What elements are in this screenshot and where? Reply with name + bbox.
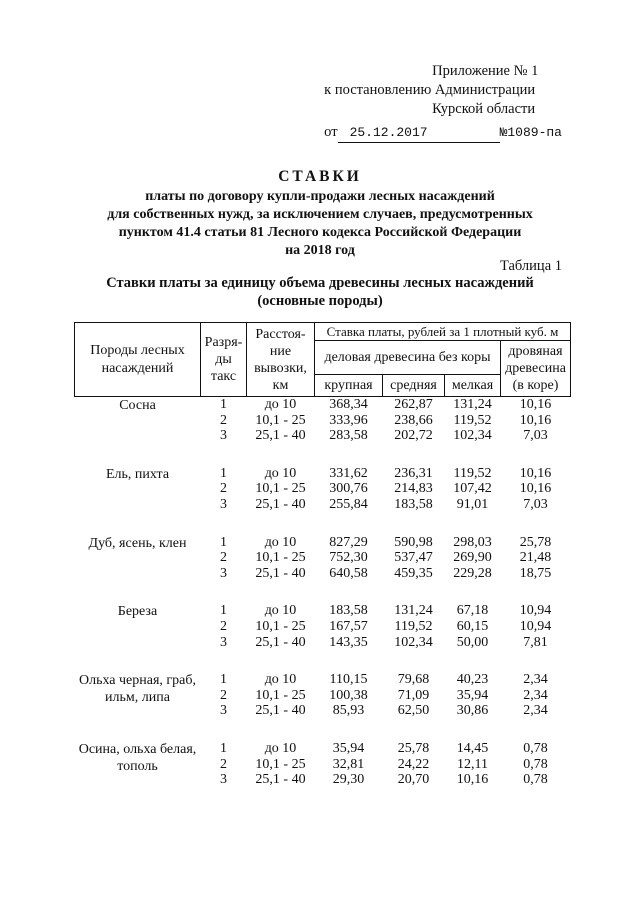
spacer-cell	[75, 581, 571, 603]
table-cell-distance: 10,1 - 25	[255, 550, 306, 566]
table-cell-medium: 214,83	[394, 481, 433, 497]
table-cell-distance: до 10	[264, 534, 297, 550]
table-cell-large: 35,94	[332, 740, 365, 756]
table-cell-distance: до 10	[264, 672, 297, 688]
table-cell-small: 30,86	[456, 703, 489, 719]
header-large: крупная	[315, 375, 383, 397]
table-cell-fuel: 18,75	[519, 565, 552, 581]
table-cell-large: 640,58	[329, 565, 368, 581]
spacer-cell	[75, 444, 571, 466]
table-cell-large: 183,58	[329, 603, 368, 619]
table-cell-rank: 3	[220, 634, 227, 650]
header-rank: Разря-ды такс	[201, 323, 247, 397]
species-name: Ель, пихта	[105, 466, 170, 482]
header-medium: средняя	[383, 375, 445, 397]
table-cell-large: 85,93	[332, 703, 365, 719]
table-cell-medium: 62,50	[397, 703, 430, 719]
table-cell-rank: 1	[220, 534, 227, 550]
table-cell-rank: 2	[220, 687, 227, 703]
table-cell-medium: 131,24	[394, 603, 433, 619]
table-cell-rank: 2	[220, 550, 227, 566]
page-subtitle	[60, 188, 580, 260]
table-cell-distance: 25,1 - 40	[255, 565, 306, 581]
table-cell-small: 60,15	[456, 618, 489, 634]
table-cell-distance: 10,1 - 25	[255, 756, 306, 772]
table-cell-distance: 10,1 - 25	[255, 618, 306, 634]
species-name: Береза	[117, 604, 158, 620]
table-cell-large: 283,58	[329, 428, 368, 444]
date-field	[338, 123, 500, 143]
table-row	[75, 672, 571, 688]
annex-title: Приложение № 1	[432, 63, 539, 79]
table-cell-rank: 1	[220, 465, 227, 481]
table-cell-small: 229,28	[453, 565, 492, 581]
table-title-line: Ставки платы за единицу объема древесины лесных насаждений	[106, 275, 534, 291]
table-cell-rank: 3	[220, 496, 227, 512]
table-cell-small: 131,24	[453, 397, 492, 412]
table-cell-small: 119,52	[453, 465, 492, 481]
table-cell-fuel: 0,78	[523, 772, 548, 788]
rates-table	[74, 322, 571, 788]
table-cell-medium: 25,78	[397, 740, 430, 756]
table-title	[60, 274, 580, 310]
page-title: СТАВКИ	[278, 168, 362, 185]
table-cell-distance: до 10	[264, 397, 297, 412]
table-cell-fuel: 2,34	[523, 703, 548, 719]
species-name: Дуб, ясень, клен	[88, 535, 187, 551]
table-cell-fuel: 7,03	[523, 428, 548, 444]
table-cell-large: 752,30	[329, 550, 368, 566]
table-cell-fuel: 0,78	[523, 756, 548, 772]
table-cell-rank: 2	[220, 412, 227, 428]
table-cell-small: 119,52	[453, 412, 492, 428]
table-cell-medium: 459,35	[394, 565, 433, 581]
table-cell-medium: 236,31	[394, 465, 433, 481]
annex-reference: к постановлению Администрации	[324, 82, 536, 98]
table-cell-medium: 79,68	[397, 672, 430, 688]
table-cell-distance: до 10	[264, 740, 297, 756]
table-cell-large: 167,57	[329, 618, 368, 634]
table-cell-large: 255,84	[329, 496, 368, 512]
table-body	[75, 397, 571, 788]
table-cell-rank: 1	[220, 672, 227, 688]
table-cell-fuel: 7,03	[523, 496, 548, 512]
table-cell-rank: 1	[220, 603, 227, 619]
table-cell-large: 143,35	[329, 634, 368, 650]
table-cell-distance: 10,1 - 25	[255, 481, 306, 497]
table-cell-distance: 10,1 - 25	[255, 687, 306, 703]
table-cell-distance: 25,1 - 40	[255, 772, 306, 788]
date-value: 25.12.2017	[349, 125, 428, 140]
table-cell-fuel: 10,16	[519, 412, 552, 428]
table-cell-distance: до 10	[264, 465, 297, 481]
table-cell-small: 107,42	[453, 481, 492, 497]
annex-block	[324, 62, 562, 143]
header-species: Породы лесных насаждений	[75, 323, 201, 397]
header-distance: Расстоя-ние вывозки, км	[247, 323, 315, 397]
table-cell-small: 12,11	[457, 756, 488, 772]
table-cell-medium: 183,58	[394, 496, 433, 512]
group-spacer	[75, 719, 571, 741]
table-number: Таблица 1	[499, 258, 562, 274]
table-cell-small: 35,94	[456, 687, 489, 703]
table-cell-distance: 25,1 - 40	[255, 428, 306, 444]
table-cell-fuel: 10,16	[519, 397, 552, 412]
document-number: №1089-па	[499, 125, 562, 140]
date-prefix: от	[324, 124, 338, 140]
table-row	[75, 741, 571, 757]
table-cell-medium: 24,22	[397, 756, 430, 772]
annex-date-line	[324, 123, 562, 143]
table-cell-medium: 102,34	[394, 634, 433, 650]
subtitle-line: пунктом 41.4 статьи 81 Лесного кодекса Российской Федерации	[118, 225, 522, 240]
table-row	[75, 397, 571, 413]
table-cell-rank: 2	[220, 756, 227, 772]
table-cell-medium: 262,87	[394, 397, 433, 412]
table-cell-large: 100,38	[329, 687, 368, 703]
group-spacer	[75, 513, 571, 535]
header-small: мелкая	[445, 375, 501, 397]
group-spacer	[75, 581, 571, 603]
table-cell-fuel: 10,16	[519, 465, 552, 481]
table-cell-distance: 10,1 - 25	[255, 412, 306, 428]
table-cell-large: 368,34	[329, 397, 368, 412]
header-fuel-wood: дровяная древесина (в коре)	[501, 341, 571, 397]
table-cell-fuel: 10,94	[519, 603, 552, 619]
table-cell-small: 91,01	[456, 496, 489, 512]
table-row	[75, 466, 571, 482]
table-cell-large: 331,62	[329, 465, 368, 481]
table-cell-distance: 25,1 - 40	[255, 496, 306, 512]
table-cell-rank: 3	[220, 428, 227, 444]
table-cell-fuel: 2,34	[523, 672, 548, 688]
table-cell-small: 102,34	[453, 428, 492, 444]
table-cell-large: 32,81	[332, 756, 365, 772]
table-cell-medium: 238,66	[394, 412, 433, 428]
table-cell-small: 10,16	[456, 772, 489, 788]
table-cell-large: 300,76	[329, 481, 368, 497]
table-cell-distance: 25,1 - 40	[255, 634, 306, 650]
table-cell-distance: до 10	[264, 603, 297, 619]
species-name: Ольха черная, граб, ильм, липа	[79, 673, 196, 706]
table-cell-fuel: 7,81	[523, 634, 548, 650]
table-cell-medium: 71,09	[397, 687, 430, 703]
table-cell-small: 67,18	[456, 603, 489, 619]
table-cell-rank: 3	[220, 703, 227, 719]
spacer-cell	[75, 719, 571, 741]
table-cell-medium: 119,52	[394, 618, 433, 634]
table-cell-medium: 20,70	[397, 772, 430, 788]
table-title-line: (основные породы)	[257, 293, 383, 309]
group-spacer	[75, 650, 571, 672]
subtitle-line: на 2018 год	[285, 243, 355, 258]
table-row	[75, 603, 571, 619]
table-cell-medium: 537,47	[394, 550, 433, 566]
table-cell-fuel: 21,48	[519, 550, 552, 566]
table-cell-rank: 1	[220, 740, 227, 756]
table-cell-medium: 202,72	[394, 428, 433, 444]
table-cell-small: 298,03	[453, 534, 492, 550]
species-name: Осина, ольха белая, тополь	[78, 741, 197, 774]
table-cell-large: 827,29	[329, 534, 368, 550]
species-name: Сосна	[119, 398, 156, 413]
subtitle-line: для собственных нужд, за исключением случаев, предусмотренных	[107, 207, 533, 222]
table-cell-large: 110,15	[329, 672, 368, 688]
spacer-cell	[75, 650, 571, 672]
spacer-cell	[75, 513, 571, 535]
table-cell-fuel: 25,78	[519, 534, 552, 550]
header-business-wood: деловая древесина без коры	[315, 341, 501, 375]
table-cell-fuel: 0,78	[523, 740, 548, 756]
table-cell-fuel: 2,34	[523, 687, 548, 703]
table-cell-fuel: 10,94	[519, 618, 552, 634]
table-cell-rank: 2	[220, 481, 227, 497]
subtitle-line: платы по договору купли-продажи лесных насаждений	[145, 189, 495, 204]
table-cell-distance: 25,1 - 40	[255, 703, 306, 719]
table-cell-rank: 3	[220, 772, 227, 788]
table-cell-rank: 2	[220, 618, 227, 634]
table-cell-rank: 3	[220, 565, 227, 581]
table-cell-rank: 1	[220, 397, 227, 412]
table-cell-large: 333,96	[329, 412, 368, 428]
header-rate: Ставка платы, рублей за 1 плотный куб. м	[315, 323, 571, 341]
table-cell-medium: 590,98	[394, 534, 433, 550]
table-cell-small: 14,45	[456, 740, 489, 756]
group-spacer	[75, 444, 571, 466]
table-cell-small: 50,00	[456, 634, 489, 650]
table-cell-fuel: 10,16	[519, 481, 552, 497]
table-row	[75, 535, 571, 551]
annex-region: Курской области	[432, 101, 536, 117]
table-cell-small: 269,90	[453, 550, 492, 566]
table-cell-small: 40,23	[456, 672, 489, 688]
table-cell-large: 29,30	[332, 772, 365, 788]
